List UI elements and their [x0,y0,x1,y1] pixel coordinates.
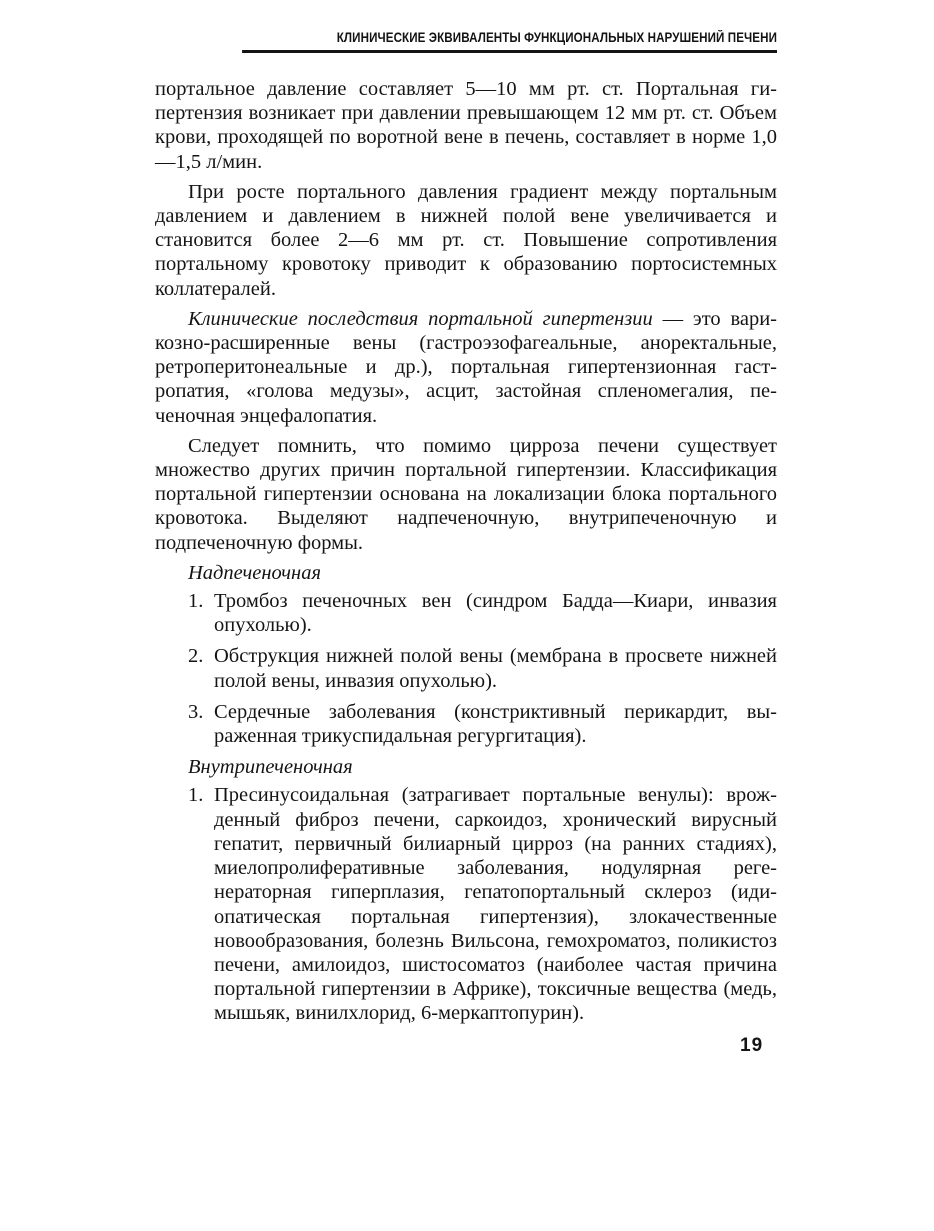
book-page [155,30,777,1033]
paragraph-3 [155,307,777,428]
paragraph-1: портальное давление составляет 5—10 мм рт. ст. Портальная гипертензия возникает при давлении превышающем 12 мм рт. ст. Объем крови, проходящей по воротной вене в печень, составляет в норме 1,0—1,5 л/мин. [155,78,777,173]
paragraph-3-text: — это варикозно-расширенные вены (гастроэзофагеальные, аноректальные, ретроперитонеальные и др.), портальная гипертензионная гастропатия, «голова медузы», асцит, застойная спленомегалия, печеночная энцефалопатия. [155,307,777,427]
paragraph-3-italic-lead: Клинические последствия портальной гипертензии [188,307,653,330]
list-number: 2. [188,645,204,668]
body-text [155,77,777,1026]
list-item-text: Сердечные заболевания (констриктивный перикардит, выраженная трикуспидальная регургитация). [214,700,777,748]
list-item-text: Тромбоз печеночных вен (синдром Бадда—Киари, инвазия опухолью). [214,590,777,637]
list-item [188,589,777,637]
section-heading-prehepatic: Надпеченочная [188,561,321,584]
list-item [188,700,777,748]
intrahepatic-list [155,783,777,1025]
list-item-text: Пресинусоидальная (затрагивает портальные венулы): врожденный фиброз печени, саркоидоз, хронический вирусный гепатит, первичный билиарный цирроз (на ранних стадиях), миелопролиферативные заболевания, нодулярная регенераторная гиперплазия, гепатопортальный склероз (идиопатическая портальная гипертензия), злокачественные новообразования, болезнь Вильсона, гемохроматоз, поликистоз печени, амилоидоз, шистосоматоз (наиболее частая причина портальной гипертензии в Африке), токсичные вещества (медь, мышьяк, винилхлорид, 6-меркаптопурин). [214,784,777,1025]
paragraph-2: При росте портального давления градиент между портальным давлением и давлением в нижней полой вене увеличивается и становится более 2—6 мм рт. ст. Повышение сопротивления портальному кровотоку приводит к образованию портосистемных коллатералей. [155,180,777,300]
list-number: 1. [188,590,204,613]
section-heading-intrahepatic: Внутрипеченочная [188,756,353,779]
list-number: 1. [188,784,204,807]
list-item [188,644,777,692]
running-head: КЛИНИЧЕСКИЕ ЭКВИВАЛЕНТЫ ФУНКЦИОНАЛЬНЫХ НАРУШЕНИЙ ПЕЧЕНИ [242,30,777,53]
list-item [188,783,777,1025]
paragraph-4: Следует помнить, что помимо цирроза печени существует множество других причин портальной гипертензии. Классификация портальной гипертензии основана на локализации блока портального кровотока. Выделяют надпеченочную, внутрипеченочную и подпеченочную формы. [155,434,777,554]
list-item-text: Обструкция нижней полой вены (мембрана в просвете нижней полой вены, инвазия опухолью). [214,645,777,692]
list-number: 3. [188,700,204,723]
page-number: 19 [740,1035,764,1056]
prehepatic-list [155,589,777,748]
